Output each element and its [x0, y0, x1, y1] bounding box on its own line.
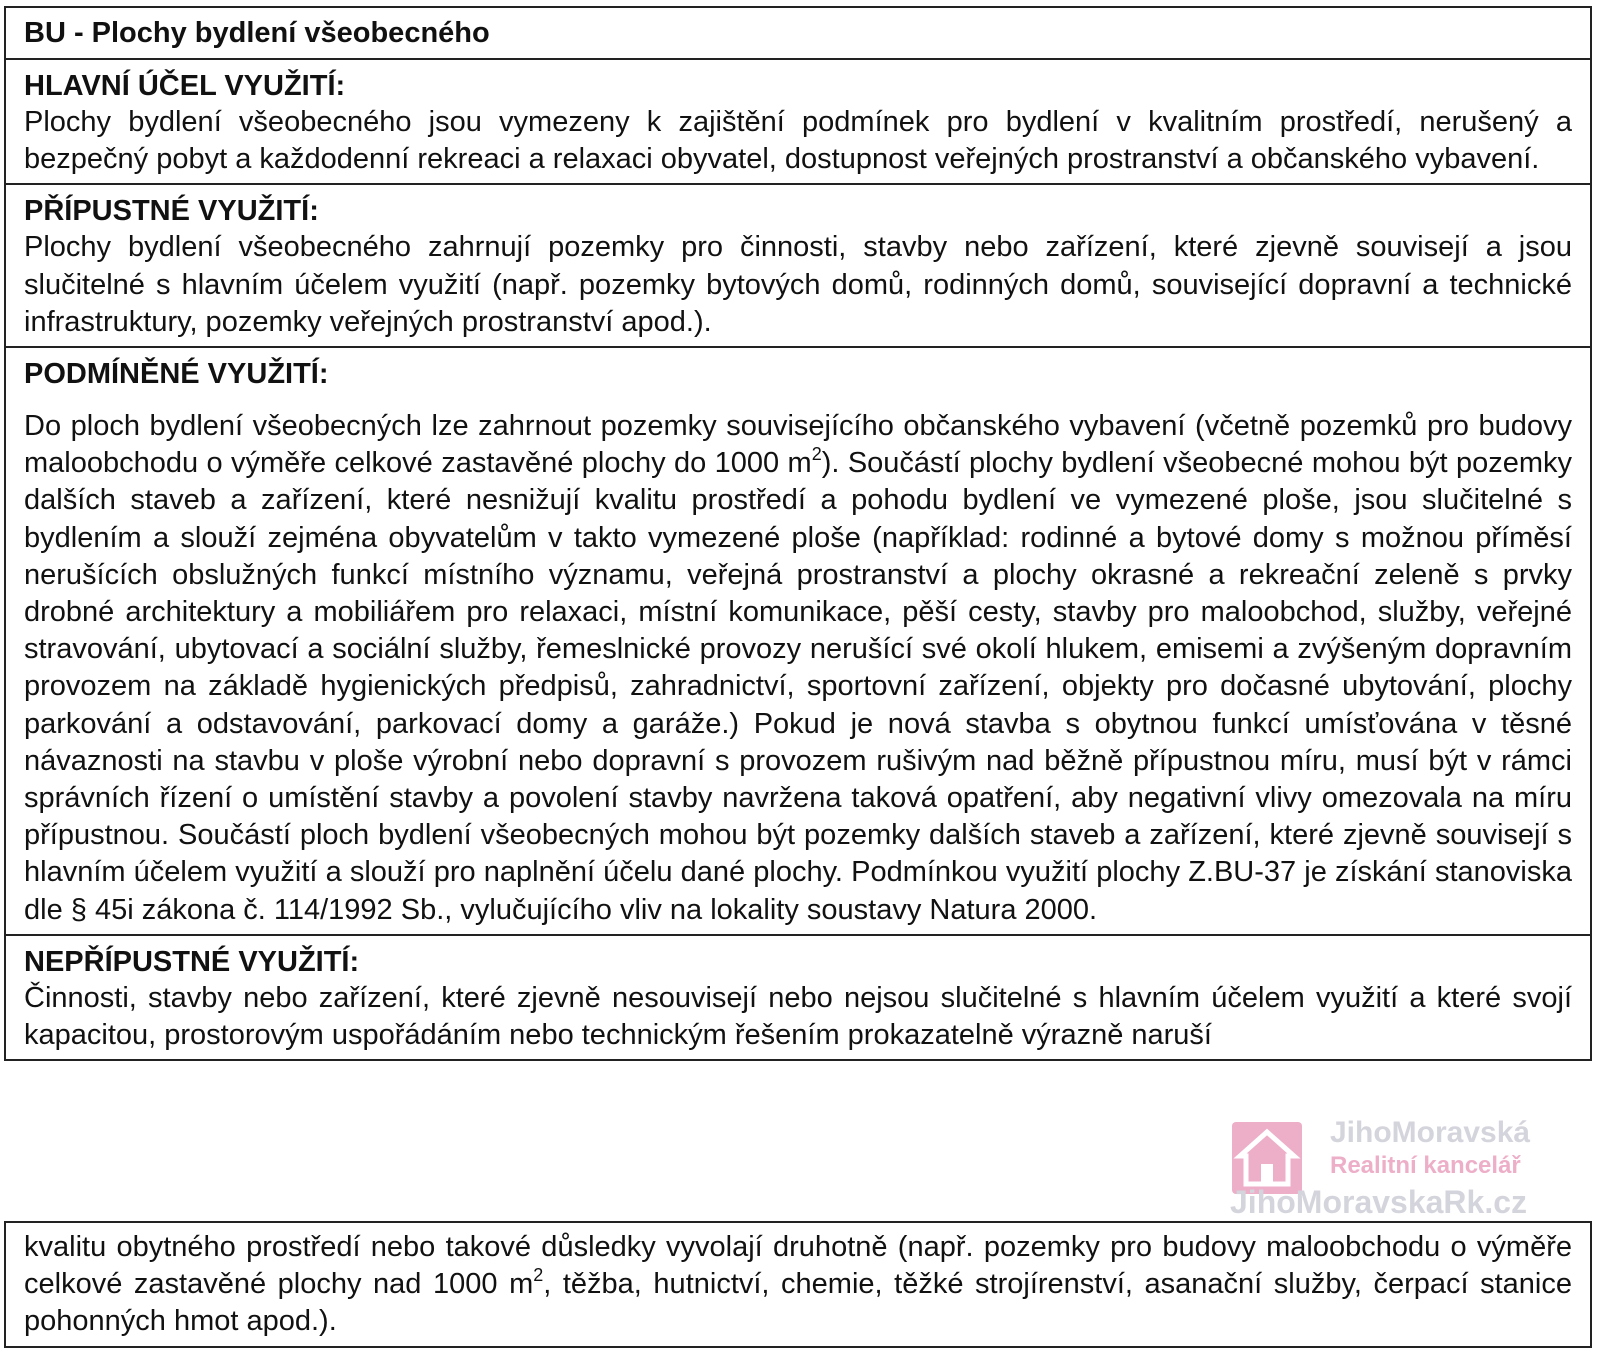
section-heading: HLAVNÍ ÚČEL VYUŽITÍ:: [24, 70, 346, 102]
text-part: kvalitu obytného prostředí nebo takové důsledky vyvolají druhotně (např. pozemky pro budovy maloobchodu o výměře celkové zastavěné plochy nad 1000 m: [24, 1231, 1572, 1301]
text-part: , těžba, hutnictví, chemie, těžké strojírenství, asanační služby, čerpací stanice pohonných hmot apod.).: [24, 1268, 1573, 1338]
continuation-text: [24, 1223, 1572, 1346]
section-heading: PŘÍPUSTNÉ VYUŽITÍ:: [24, 195, 319, 228]
table-title: BU - Plochy bydlení všeobecného: [24, 17, 490, 49]
section-text: Činnosti, stavby nebo zařízení, které zjevně nesouvisejí nebo nejsou slučitelné s hlavním účelem využití a které svojí kapacitou, prostorovým uspořádáním nebo technickým řešením prokazatelně výrazně naruší: [24, 981, 1572, 1052]
section-main-use: [6, 58, 1590, 183]
section-text: [24, 392, 1572, 934]
superscript: 2: [811, 444, 822, 465]
watermark-subtitle: Realitní kancelář: [1330, 1152, 1521, 1179]
section-prohibited-use: [6, 934, 1590, 1059]
zoning-table: [4, 6, 1592, 1061]
section-text: Plochy bydlení všeobecného jsou vymezeny k zajištění podmínek pro bydlení v kvalitním prostředí, nerušený a bezpečný pobyt a každodenní rekreaci a relaxaci obyvatel, dostupnost veřejných prostranství a občanského vybavení.: [24, 106, 1572, 176]
section-text: Plochy bydlení všeobecného zahrnují pozemky pro činnosti, stavby nebo zařízení, které zjevně souvisejí a jsou slučitelné s hlavním účelem využití (např. pozemky bytových domů, rodinných domů, související dopravní a technické infrastruktury, pozemky veřejných prostranství apod.).: [24, 231, 1572, 338]
section-conditional-use: [6, 346, 1590, 934]
continuation-table: [4, 1221, 1592, 1348]
section-heading: PODMÍNĚNÉ VYUŽITÍ:: [24, 358, 329, 391]
watermark-url: JihoMoravskaRk.cz: [1230, 1184, 1528, 1220]
text-part: Do ploch bydlení všeobecných lze zahrnout pozemky souvisejícího občanského vybavení (včetně pozemků pro budovy maloobchodu o výměře celkové zastavěné plochy do 1000 m: [24, 410, 1572, 480]
superscript: 2: [533, 1265, 544, 1286]
continuation-row: [6, 1223, 1590, 1346]
watermark-brand: JihoMoravská: [1330, 1116, 1531, 1149]
watermark-logo: [1230, 1112, 1590, 1222]
section-heading: NEPŘÍPUSTNÉ VYUŽITÍ:: [24, 945, 360, 978]
section-permitted-use: [6, 183, 1590, 346]
text-part: ). Součástí plochy bydlení všeobecné mohou být pozemky dalších staveb a zařízení, které nesnižují kvalitu prostředí a pohodu bydlení ve vymezené ploše, jsou slučitelné s bydlením a slouží zejména obyvatelům v takto vymezené ploše (například: rodinné a bytové domy s možnou příměsí nerušících obslužných funkcí místního významu, veřejná prostranství a plochy okrasné a rekreační zeleně s prvky drobné architektury a mobiliářem pro relaxaci, místní komunikace, pěší cesty, stavby pro maloobchod, služby, veřejné stravování, ubytovací a sociální služby, řemeslnické provozy nerušící své okolí hlukem, emisemi a zvýšeným dopravním provozem na základě hygienických předpisů, zahradnictví, sportovní zařízení, objekty pro dočasné ubytování, plochy parkování a odstavování, parkovací domy a garáže.) Pokud je nová stavba s obytnou funkcí umísťována v těsné návaznosti na stavbu v ploše výrobní nebo dopravní s provozem rušivým nad běžně přípustnou míru, musí být v rámci správních řízení o umístění stavby a povolení stavby navržena taková opatření, aby negativní vlivy omezovala na míru přípustnou. Součástí ploch bydlení všeobecných mohou být pozemky dalších staveb a zařízení, které zjevně souvisejí s hlavním účelem využití a slouží pro naplnění účelu dané plochy. Podmínkou využití plochy Z.BU-37 je získání stanoviska dle § 45i zákona č. 114/1992 Sb., vylučujícího vliv na lokality soustavy Natura 2000.: [24, 447, 1572, 926]
